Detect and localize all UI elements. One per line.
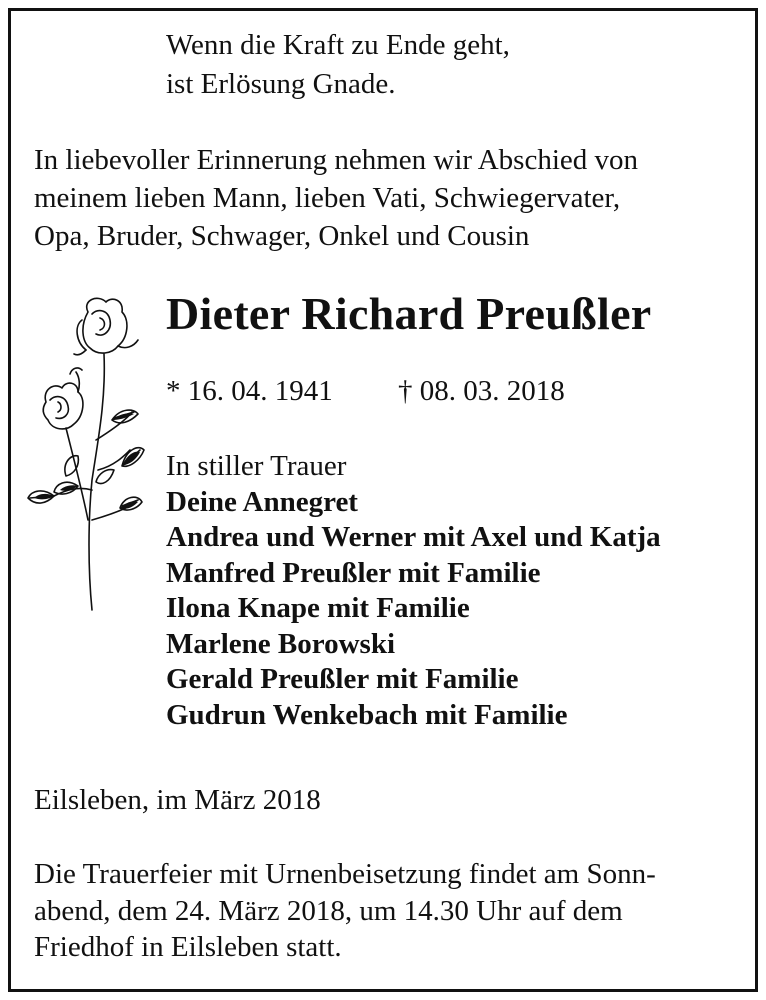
mourners-lead: In stiller Trauer (166, 450, 347, 482)
intro-line: Opa, Bruder, Schwager, Onkel und Cousin (34, 220, 530, 252)
mourners-list (166, 449, 661, 733)
mourner-name: Gudrun Wenkebach mit Familie (166, 698, 568, 731)
mourner-name: Andrea und Werner mit Axel und Katja (166, 521, 661, 553)
mourner-name: Manfred Preußler mit Familie (166, 556, 541, 589)
intro-text (34, 141, 730, 255)
mourner-name: Ilona Knape mit Familie (166, 592, 470, 624)
deceased-name: Dieter Richard Preußler (166, 288, 652, 339)
service-line: Friedhof in Eilsleben statt. (34, 931, 342, 963)
mourner-name: Deine Annegret (166, 485, 358, 518)
funeral-service-info (34, 856, 730, 966)
intro-line: meinem lieben Mann, lieben Vati, Schwiegervater, (34, 182, 621, 214)
motto-verse (166, 26, 510, 104)
service-line: Die Trauerfeier mit Urnenbeisetzung findet am Sonn- (34, 858, 656, 890)
intro-line: In liebevoller Erinnerung nehmen wir Abschied von (34, 144, 639, 176)
motto-line: Wenn die Kraft zu Ende geht, (166, 29, 510, 61)
motto-line: ist Erlösung Gnade. (166, 68, 396, 100)
rose-illustration (26, 290, 146, 620)
service-line: abend, dem 24. März 2018, um 14.30 Uhr auf dem (34, 894, 623, 927)
life-dates (166, 373, 565, 409)
place-and-date: Eilsleben, im März 2018 (34, 784, 321, 816)
death-date: † 08. 03. 2018 (398, 375, 565, 407)
mourner-name: Gerald Preußler mit Familie (166, 663, 519, 695)
mourner-name: Marlene Borowski (166, 627, 396, 660)
birth-date: * 16. 04. 1941 (166, 375, 333, 407)
